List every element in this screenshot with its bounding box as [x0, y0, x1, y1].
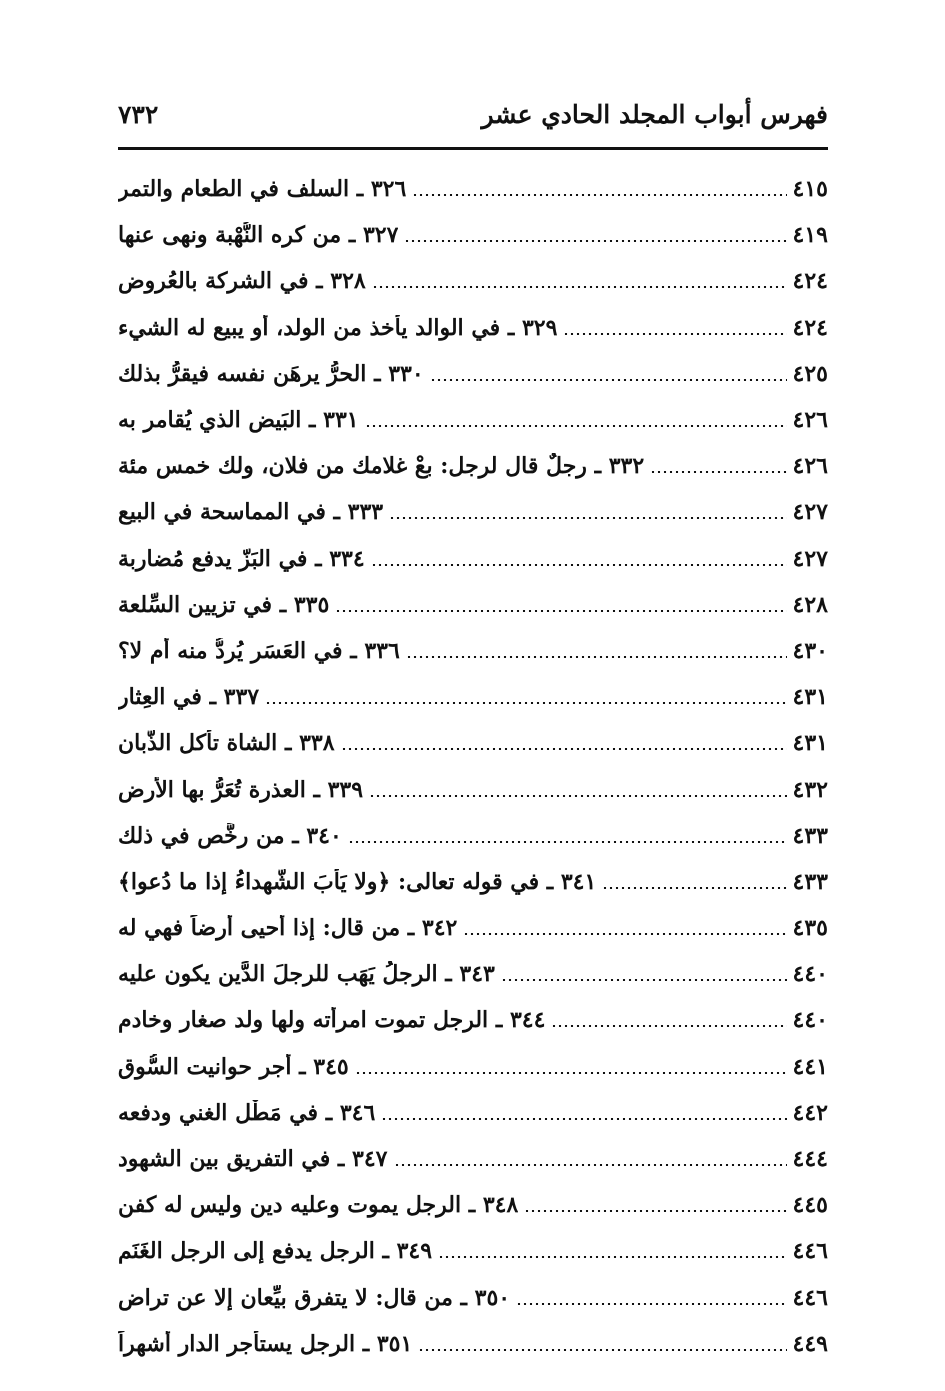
toc-entry-page-number: ٤٢٦	[792, 453, 828, 480]
toc-entry	[118, 536, 828, 582]
toc-entry	[118, 212, 828, 258]
toc-entry-title: ٣٣١ ـ البَيض الذي يُقامر به	[118, 407, 359, 434]
toc-entry	[118, 997, 828, 1043]
dot-leader	[650, 471, 786, 473]
dot-leader	[463, 933, 786, 935]
toc-entry-page-number: ٤٢٦	[792, 407, 828, 434]
toc-entry-title: ٣٤٣ ـ الرجلُ يَهَب للرجلَ الدَّين يكون عليه	[118, 961, 495, 988]
dot-leader	[438, 1256, 787, 1258]
toc-entry	[118, 166, 828, 212]
toc-entry-page-number: ٤٢٧	[792, 499, 828, 526]
dot-leader	[418, 1349, 786, 1351]
toc-entry-title: ٣٣٥ ـ في تزيين السِّلعة	[118, 591, 330, 618]
toc-entry-title: ٣٤٢ ـ من قال: إذا أحيى أرضاً فهي له	[118, 915, 458, 942]
toc-entry-page-number: ٤٣٣	[792, 868, 828, 895]
toc-entry-title: ٣٤٦ ـ في مَطْل الغني ودفعه	[118, 1099, 376, 1126]
dot-leader	[355, 1072, 787, 1074]
dot-leader	[372, 286, 787, 288]
toc-entry-title: ٣٣٩ ـ العذرة تُعَرُّ بها الأرض	[118, 776, 364, 803]
running-header	[118, 96, 828, 144]
toc-entry-title: ٣٥١ ـ الرجل يستأجر الدار أشهراً	[118, 1330, 413, 1357]
dot-leader	[394, 1164, 787, 1166]
toc-entry-title: ٣٣٣ ـ في المماسحة في البيع	[118, 499, 384, 526]
toc-entry-page-number: ٤٤١	[792, 1053, 828, 1080]
toc-entry-title: ٣٣٦ ـ في العَسَر يُردُّ منه أم لا؟	[118, 637, 400, 664]
toc-entry-page-number: ٤٢٥	[792, 360, 828, 387]
toc-entry	[118, 905, 828, 951]
toc-entry	[118, 674, 828, 720]
toc-entry-title: ٣٢٦ ـ السلف في الطعام والتمر	[118, 176, 407, 203]
toc-entry-page-number: ٤٤٥	[792, 1192, 828, 1219]
toc-entry-page-number: ٤٤٤	[792, 1146, 828, 1173]
toc-entry-title: ٣٣٧ ـ في العِثار	[118, 684, 260, 711]
toc-entry-title: ٣٤٩ ـ الرجل يدفع إلى الرجل الغَنَم	[118, 1238, 433, 1265]
toc-entry-page-number: ٤٤٩	[792, 1330, 828, 1357]
dot-leader	[430, 379, 787, 381]
toc-entry-title: ٣٤١ ـ في قوله تعالى: ﴿ولا يَأْبَ الشُّهداءُ إذا ما دُعوا﴾	[118, 868, 597, 895]
dot-leader	[602, 887, 786, 889]
toc-entry	[118, 1136, 828, 1182]
page-number: ٧٣٢	[118, 100, 159, 129]
toc-entry	[118, 1228, 828, 1274]
toc-entry	[118, 1275, 828, 1321]
toc-entry-title: ٣٢٧ ـ من كره النُّهْبة ونهى عنها	[118, 222, 399, 249]
toc-entry-page-number: ٤٢٤	[792, 268, 828, 295]
dot-leader	[371, 564, 787, 566]
toc-entry	[118, 258, 828, 304]
toc-entry-page-number: ٤٣٠	[792, 637, 828, 664]
toc-entry	[118, 1182, 828, 1228]
dot-leader	[348, 841, 787, 843]
dot-leader	[563, 333, 786, 335]
dot-leader	[389, 517, 786, 519]
dot-leader	[265, 702, 786, 704]
dot-leader	[516, 1303, 786, 1305]
toc-entry	[118, 951, 828, 997]
toc-entry	[118, 720, 828, 766]
toc-entry-page-number: ٤٤٠	[792, 1007, 828, 1034]
toc-entry-page-number: ٤٣١	[792, 730, 828, 757]
toc-entry-page-number: ٤٤٢	[792, 1099, 828, 1126]
toc-entry	[118, 1090, 828, 1136]
toc-entry-page-number: ٤٢٧	[792, 545, 828, 572]
toc-entry-page-number: ٤٢٨	[792, 591, 828, 618]
toc-entry	[118, 1044, 828, 1090]
dot-leader	[501, 979, 787, 981]
toc-entry	[118, 859, 828, 905]
toc-entry-page-number: ٤٣١	[792, 684, 828, 711]
toc-entry-title: ٣٣٢ ـ رجلٌ قال لرجل: بعْ غلامك من فلان، ولك خمس مئة	[118, 453, 645, 480]
toc-entry-title: ٣٤٥ ـ أجر حوانيت السُّوق	[118, 1053, 349, 1080]
dot-leader	[404, 240, 786, 242]
toc-entry-page-number: ٤١٩	[792, 222, 828, 249]
toc-entry-title: ٣٢٨ ـ في الشركة بالعُروض	[118, 268, 366, 295]
toc-entry	[118, 443, 828, 489]
toc-entry-page-number: ٤٣٣	[792, 822, 828, 849]
toc-entry	[118, 305, 828, 351]
toc-entry	[118, 1321, 828, 1367]
toc-entry	[118, 813, 828, 859]
toc-entry	[118, 628, 828, 674]
table-of-contents	[118, 166, 828, 1367]
header-title: فهرس أبواب المجلد الحادي عشر	[481, 100, 828, 129]
toc-entry-title: ٣٣٠ ـ الحرُّ يرهَن نفسه فيقرُّ بذلك	[118, 360, 424, 387]
toc-entry-page-number: ٤٣٥	[792, 915, 828, 942]
toc-entry-title: ٣٤٧ ـ في التفريق بين الشهود	[118, 1146, 388, 1173]
toc-entry-page-number: ٤٣٢	[792, 776, 828, 803]
toc-entry-title: ٣٥٠ ـ من قال: لا يتفرق بيِّعان إلا عن تراضٍ	[118, 1284, 511, 1311]
dot-leader	[412, 194, 786, 196]
toc-entry-page-number: ٤١٥	[792, 176, 828, 203]
dot-leader	[406, 656, 787, 658]
toc-entry-title: ٣٢٩ ـ في الوالد يأخذ من الولد، أو يبيع له الشيء	[118, 314, 558, 341]
toc-entry-title: ٣٣٤ ـ في البَزّ يدفع مُضاربة	[118, 545, 365, 572]
dot-leader	[365, 425, 787, 427]
toc-entry	[118, 766, 828, 812]
toc-entry	[118, 397, 828, 443]
toc-entry	[118, 351, 828, 397]
toc-entry	[118, 582, 828, 628]
dot-leader	[524, 1210, 786, 1212]
dot-leader	[335, 610, 786, 612]
dot-leader	[551, 1025, 786, 1027]
toc-entry-title: ٣٤٠ ـ من رخَّص في ذلك	[118, 822, 342, 849]
dot-leader	[381, 1118, 786, 1120]
toc-entry-title: ٣٤٤ ـ الرجل تموت امرأته ولها ولد صغار وخادم	[118, 1007, 546, 1034]
toc-entry-page-number: ٤٤٦	[792, 1238, 828, 1265]
toc-entry-title: ٣٤٨ ـ الرجل يموت وعليه دين وليس له كفن	[118, 1192, 519, 1219]
toc-entry-page-number: ٤٤٦	[792, 1284, 828, 1311]
toc-entry-title: ٣٣٨ ـ الشاة تأكل الذُّبان	[118, 730, 335, 757]
toc-entry-page-number: ٤٤٠	[792, 961, 828, 988]
dot-leader	[341, 748, 787, 750]
dot-leader	[369, 795, 787, 797]
toc-entry-page-number: ٤٢٤	[792, 314, 828, 341]
header-rule	[118, 147, 828, 150]
toc-entry	[118, 489, 828, 535]
